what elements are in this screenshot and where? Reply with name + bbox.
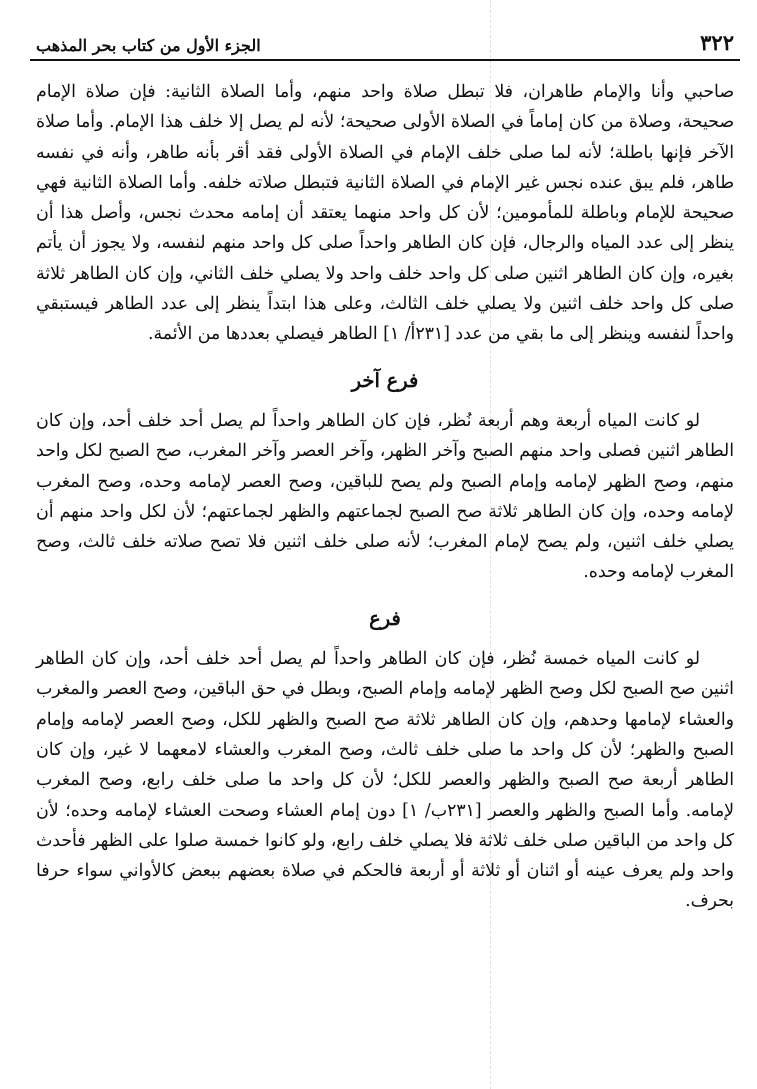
book-page [30, 30, 740, 917]
body-text [30, 77, 740, 917]
intro-paragraph: صاحبي وأنا والإمام طاهران، فلا تبطل صلاة واحد منهم، وأما الصلاة الثانية: فإن صلاة الإمام صحيحة، وصلاة من كان إماماً في الصلاة الأولى صحيحة؛ لأنه لم يصل إلا خلف هذا الإمام. وأما صلاة الآخر فإنها باطلة؛ لأنه لما صلى خلف الإمام في الصلاة الأولى فقد أقر بأنه طاهر، وأنه في نفسه طاهر، فلم يبق عنده نجس غير الإمام في الصلاة الثانية فتبطل صلاته خلفه. وأما الصلاة الثانية فهي صحيحة للإمام وباطلة للمأمومين؛ لأن كل واحد منهما يعتقد أن إمامه محدث نجس، وأصل هذا أن ينظر إلى عدد المياه والرجال، فإن كان الطاهر واحداً صلى كل واحد منهم لنفسه، ولا يجوز أن يأتم بغيره، وإن كان الطاهر اثنين صلى كل واحد خلف واحد ولا يصلي خلف الثاني، وإن كان الطاهر ثلاثة صلى كل واحد خلف اثنين ولا يصلي خلف الثالث، وعلى هذا ابتداً ينظر إلى عدد الطاهر فيستبقي واحداً لنفسه وينظر إلى ما بقي من عدد [٢٣١أ/ ١] الطاهر فيصلي بعددها من الأئمة. [36, 82, 734, 345]
section-heading: فرع آخر [351, 368, 419, 392]
section-paragraph: لو كانت المياه خمسة نُظر، فإن كان الطاهر واحداً لم يصل أحد خلف أحد، وإن كان الطاهر اثنين صح الصبح لكل وصح الظهر لإمامه وإمام الصبح، وبطل في حق الباقين، وصح العصر والمغرب والعشاء لإمامها وحدهم، وإن كان الطاهر ثلاثة صح الصبح والظهر للكل، وصح العصر لإمامه وإمام الصبح والظهر؛ لأن كل واحد ما صلى خلف ثالث، وصح المغرب والعشاء لامعهما لا غير، وإن كان الطاهر أربعة صح الصبح والظهر والعصر للكل؛ لأن كل واحد ما صلى خلف رابع، وصح المغرب لإمامه. وأما الصبح والظهر والعصر [٢٣١ب/ ١] دون إمام العشاء وصحت العشاء لإمامه وحده؛ لأن كل واحد من الباقين صلى خلف ثلاثة فلا يصلي خلف رابع، ولو كانوا خمسة صلوا على الظهر فأحدث واحد ولم يعرف عينه أو اثنان أو ثلاثة أو أربعة فالحكم في صلاة بعضهم ببعض كالأواني سواء حرفا بحرف. [36, 649, 734, 912]
page-header [30, 30, 740, 61]
section-paragraph: لو كانت المياه أربعة وهم أربعة نُظر، فإن كان الطاهر واحداً لم يصل أحد خلف أحد، وإن كان الطاهر اثنين فصلى واحد منهم الصبح وآخر الظهر، وآخر العصر وآخر المغرب، صح الصبح لكل واحد منهم، وصح الظهر لإمامه وإمام الصبح ولم يصح للباقين، وصح العصر لإمامه وحده، وصح المغرب لإمامه وحده، وإن كان الطاهر ثلاثة صح الصبح لجماعتهم والظهر لجماعتهم؛ لأن لكل واحد منهم أن يصلي خلف اثنين، ولم يصح لإمام المغرب؛ لأنه صلى خلف اثنين فلا تصح صلاته خلف ثالث، وصح المغرب لإمامه وحده. [36, 410, 734, 583]
section-heading: فرع [369, 606, 401, 630]
running-title: الجزء الأول من كتاب بحر المذهب [36, 36, 261, 55]
page-number: ٣٢٢ [700, 30, 734, 55]
